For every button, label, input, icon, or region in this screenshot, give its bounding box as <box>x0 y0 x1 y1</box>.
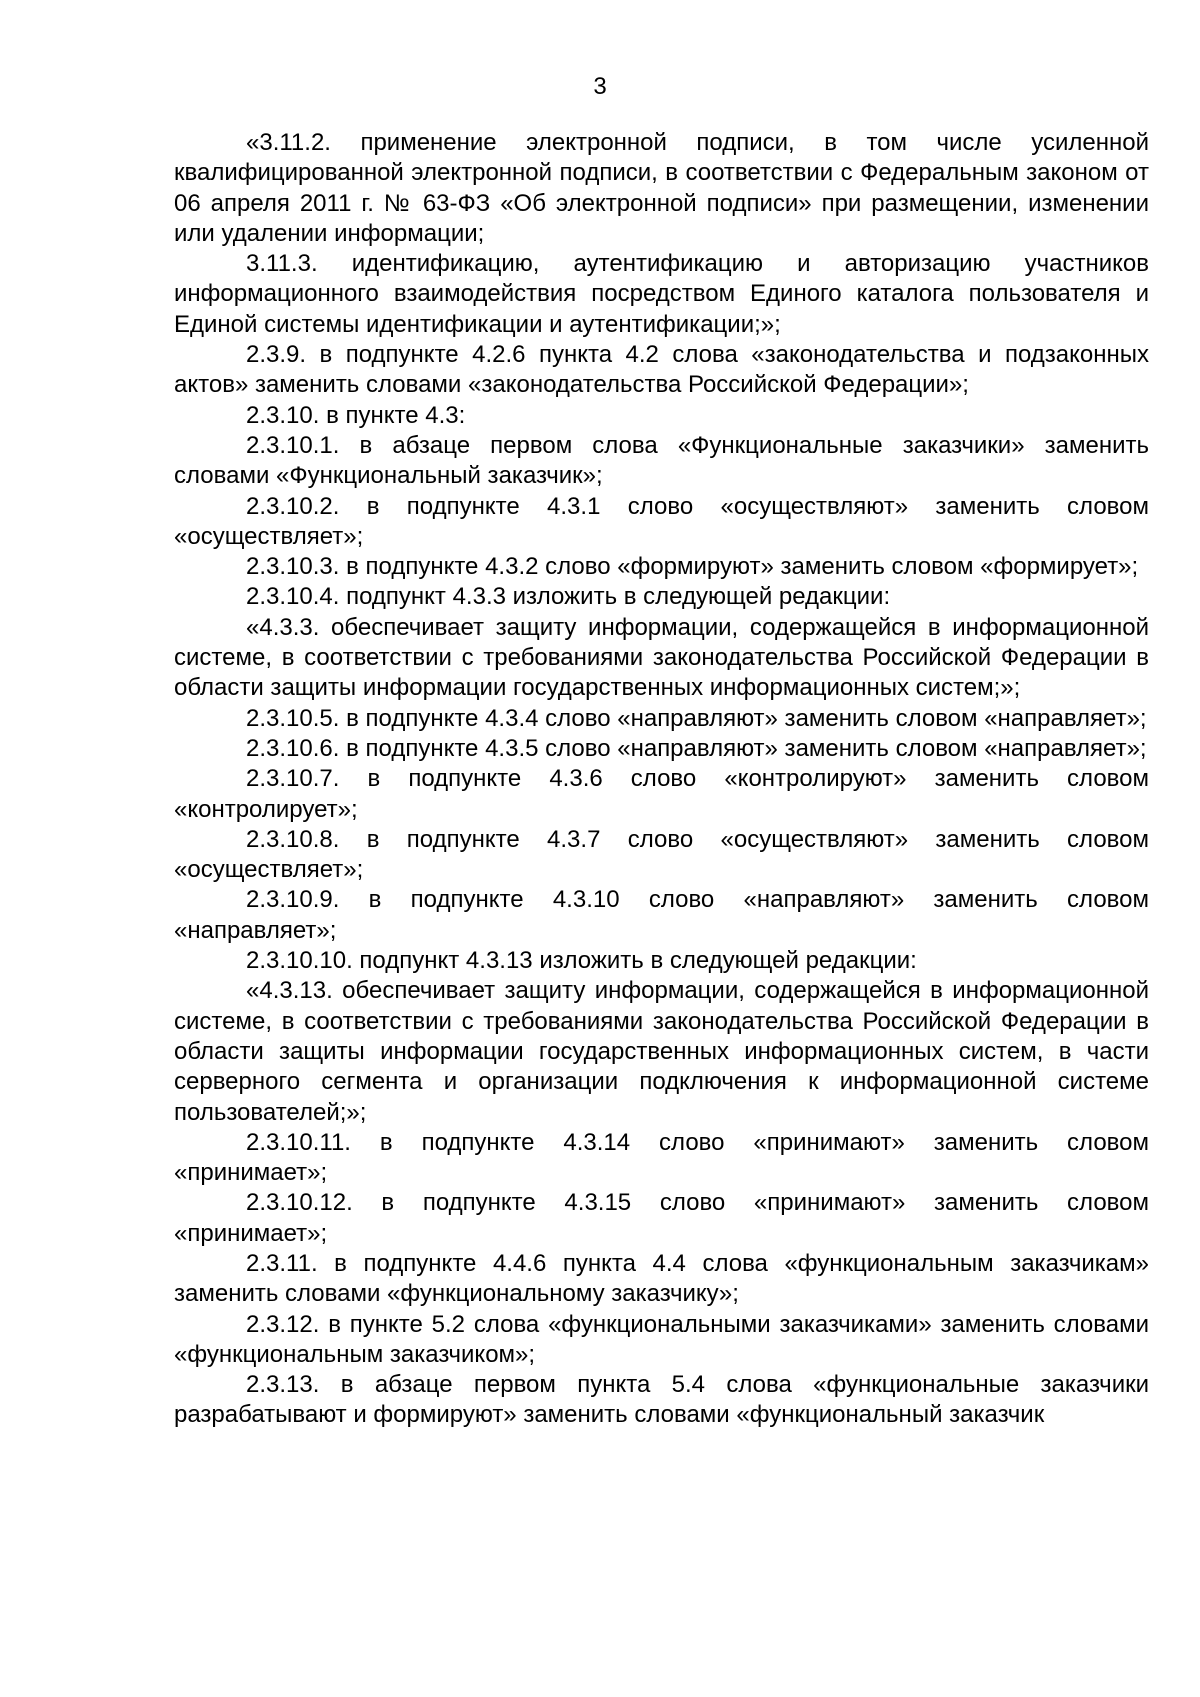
paragraph: 2.3.10. в пункте 4.3: <box>246 401 466 429</box>
paragraph: 3.11.3. идентификацию, аутентификацию и авторизацию участников информационного взаимодействия посредством Единого каталога пользователя и Единой системы идентификации и аутентификации;»; <box>174 250 1149 338</box>
paragraph: «4.3.13. обеспечивает защиту информации, содержащейся в информационной системе, в соответствии с требованиями законодательства Российской Федерации в области защиты информации государственных информационных систем, в части серверного сегмента и организации подключения к информационной системе пользователей;»; <box>174 977 1149 1126</box>
paragraph: 2.3.10.1. в абзаце первом слова «Функциональные заказчики» заменить словами «Функциональный заказчик»; <box>174 431 1149 490</box>
paragraph: 2.3.10.8. в подпункте 4.3.7 слово «осуществляют» заменить словом «осуществляет»; <box>174 825 1149 884</box>
paragraph: 2.3.10.12. в подпункте 4.3.15 слово «принимают» заменить словом «принимает»; <box>174 1189 1149 1247</box>
paragraph: 2.3.11. в подпункте 4.4.6 пункта 4.4 слова «функциональным заказчикам» заменить словами «функциональному заказчику»; <box>174 1249 1149 1308</box>
paragraph: 2.3.10.5. в подпункте 4.3.4 слово «направляют» заменить словом «направляет»; <box>246 704 1147 732</box>
paragraph: 2.3.10.6. в подпункте 4.3.5 слово «направляют» заменить словом «направляет»; <box>246 734 1147 762</box>
paragraph: 2.3.13. в абзаце первом пункта 5.4 слова «функциональные заказчики разрабатывают и формируют» заменить словами «функциональный заказчик <box>174 1371 1149 1429</box>
paragraph: 2.3.10.10. подпункт 4.3.13 изложить в следующей редакции: <box>246 947 917 975</box>
paragraph: 2.3.12. в пункте 5.2 слова «функциональными заказчиками» заменить словами «функциональным заказчиком»; <box>174 1310 1149 1368</box>
paragraph: 2.3.10.2. в подпункте 4.3.1 слово «осуществляют» заменить словом «осуществляет»; <box>174 492 1149 550</box>
paragraph: 2.3.10.11. в подпункте 4.3.14 слово «принимают» заменить словом «принимает»; <box>174 1128 1149 1187</box>
document-body <box>174 128 1149 1431</box>
paragraph: «4.3.3. обеспечивает защиту информации, содержащейся в информационной системе, в соответствии с требованиями законодательства Российской Федерации в области защиты информации государственных информационных систем;»; <box>174 613 1149 702</box>
paragraph: 2.3.10.4. подпункт 4.3.3 изложить в следующей редакции: <box>246 583 891 611</box>
paragraph: 2.3.9. в подпункте 4.2.6 пункта 4.2 слова «законодательства и подзаконных актов» заменить словами «законодательства Российской Федерации»; <box>174 341 1149 399</box>
paragraph: 2.3.10.9. в подпункте 4.3.10 слово «направляют» заменить словом «направляет»; <box>174 886 1149 944</box>
paragraph: 2.3.10.3. в подпункте 4.3.2 слово «формируют» заменить словом «формирует»; <box>246 553 1139 581</box>
paragraph: «3.11.2. применение электронной подписи, в том числе усиленной квалифицированной электронной подписи, в соответствии с Федеральным законом от 06 апреля 2011 г. № 63-ФЗ «Об электронной подписи» при размещении, изменении или удалении информации; <box>174 129 1149 247</box>
paragraph: 2.3.10.7. в подпункте 4.3.6 слово «контролируют» заменить словом «контролирует»; <box>174 765 1149 823</box>
page-number: 3 <box>593 73 607 100</box>
